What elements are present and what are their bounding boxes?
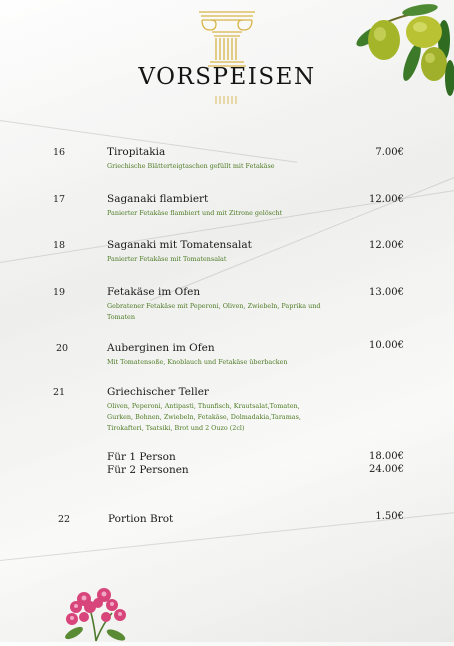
item-name: Portion Brot xyxy=(108,513,174,525)
item-name: Tiropitakia xyxy=(107,146,166,158)
item-name: Saganaki mit Tomatensalat xyxy=(107,239,252,251)
item-description: Panierter Fetakäse flambiert und mit Zitrone gelöscht xyxy=(107,209,283,217)
item-number: 20 xyxy=(56,343,69,354)
item-price: 1.50€ xyxy=(375,511,404,522)
item-description: Panierter Fetakäse mit Tomatensalat xyxy=(107,255,227,263)
portion-price: 24.00€ xyxy=(369,464,404,475)
item-description: Gebratener Fetakäse mit Peperoni, Oliven, Zwiebeln, Paprika und Tomaten xyxy=(107,302,321,321)
item-description: Oliven, Peperoni, Antipasti, Thunfisch, Krautsalat,Tomaten, Gurken, Bohnen, Zwiebeln, Fetakäse, Dolmadakia,Taramas, Tirokafteri, Tsatsiki, Brot und 2 Ouzo (2cl) xyxy=(107,402,301,432)
item-number: 16 xyxy=(53,147,66,158)
item-number: 18 xyxy=(53,240,66,251)
item-price: 7.00€ xyxy=(375,147,404,158)
portion-label: Für 1 Person xyxy=(107,451,176,463)
item-price: 13.00€ xyxy=(369,287,404,298)
item-description: Mit Tomatensoße, Knoblauch und Fetakäse überbacken xyxy=(107,358,288,366)
olive-branch-icon xyxy=(342,0,454,100)
item-number: 21 xyxy=(53,387,66,398)
pink-flower-icon xyxy=(60,583,134,642)
portion-price: 18.00€ xyxy=(369,451,404,462)
item-name: Griechischer Teller xyxy=(107,386,209,398)
item-name: Auberginen im Ofen xyxy=(107,342,215,354)
item-name: Fetakäse im Ofen xyxy=(107,286,201,298)
item-price: 12.00€ xyxy=(369,194,404,205)
item-number: 17 xyxy=(53,194,66,205)
item-price: 10.00€ xyxy=(369,340,404,351)
item-description: Griechische Blätterteigtaschen gefüllt mit Fetakäse xyxy=(107,162,275,170)
item-price: 12.00€ xyxy=(369,240,404,251)
item-number: 19 xyxy=(53,287,66,298)
portion-label: Für 2 Personen xyxy=(107,464,189,476)
page-title: VORSPEISEN xyxy=(138,64,316,90)
item-name: Saganaki flambiert xyxy=(107,193,209,205)
item-number: 22 xyxy=(58,514,71,525)
